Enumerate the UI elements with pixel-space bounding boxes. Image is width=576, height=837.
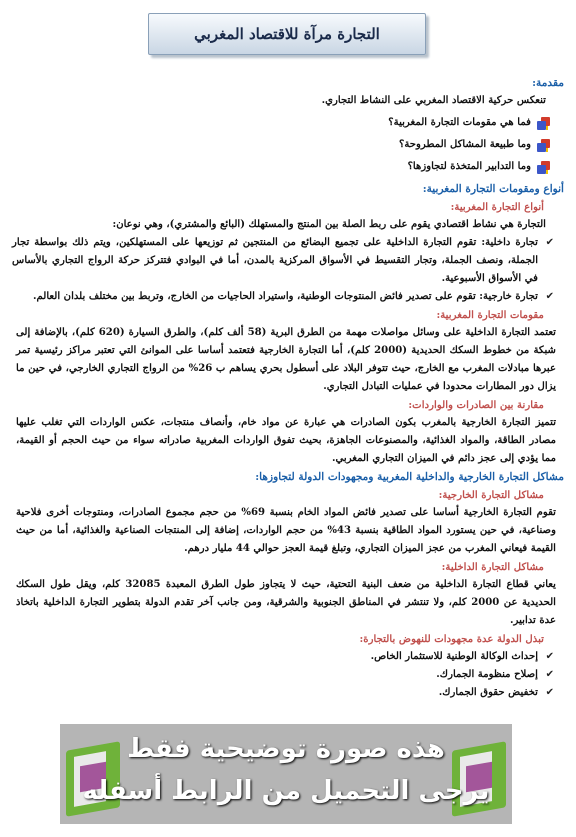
compare-heading: مقارنة بين الصادرات والواردات: [408,399,544,411]
list-item-text: إصلاح منظومة الجمارك. [436,669,538,680]
question-text: وما التدابير المتخذة لتجاوزها؟ [407,161,531,172]
ext-problems-heading: مشاكل التجارة الخارجية: [438,489,544,501]
check-icon: ✔ [545,291,554,302]
compare-text: تتميز التجارة الخارجية بالمغرب بكون الصادرات هي عبارة عن مواد خام، وأنصاف منتجات، عكس الواردات التي تغلب عليها مصادر الطاقة، والمواد الغذائية، والمصنوعات الجاهزة، بحيث تفوق الواردات المغربية صادراته سواء من حيث الحجم أو القيمة، مما يؤدي إلى عجز دائم في الميزان التجاري المغربي. [16,417,556,464]
int-problems-heading: مشاكل التجارة الداخلية: [441,561,544,573]
assets-heading: مقومات التجارة المغربية: [436,309,544,321]
efforts-heading: تبذل الدولة عدة مجهودات للنهوض بالتجارة: [359,633,544,645]
int-problems-text: يعاني قطاع التجارة الداخلية من ضعف البنية التحتية، حيث لا يتجاوز طول الطرق المعبدة 32085 كلم، ويقل طول السكك الحديدية عن 2000 كلم، ولا تنتشر في المناطق الجنوبية والشرقية، ومن جانب آخر تقدم الدولة بتطوير التجارة الداخلية باتخاذ عدة تدابير. [16,579,556,626]
list-item [12,648,564,666]
list-item [12,288,564,306]
list-item-text: تجارة داخلية: تقوم التجارة الداخلية على تجميع البضائع من المنتجين ثم توزيعها على المستهلكين، ويتم ذلك بواسطة تجار الجملة، ونصف الجملة، وتجار التقسيط في الأسواق المركزية بالمدن، أما في البوادي فتتركز حركة الرواج التجاري بالأساس في الأسواق الأسبوعية. [12,237,538,284]
question-item [12,114,564,132]
check-icon: ✔ [545,651,554,662]
question-item [12,158,564,176]
intro-heading: مقدمة: [532,77,564,89]
question-text: فما هي مقومات التجارة المغربية؟ [388,117,531,128]
check-icon: ✔ [545,237,554,248]
question-bullet-icon [537,161,550,174]
list-item [12,684,564,702]
page-title: التجارة مرآة للاقتصاد المغربي [148,13,426,55]
question-item [12,136,564,154]
list-item-text: تجارة خارجية: تقوم على تصدير فائض المنتوجات الوطنية، واستيراد الحاجيات من الخارج، وتربط بين مختلف بلدان العالم. [33,291,538,302]
intro-text: تنعكس حركية الاقتصاد المغربي على النشاط التجاري. [321,95,546,106]
question-bullet-icon [537,117,550,130]
list-item [12,666,564,684]
types-heading: أنواع التجارة المغربية: [450,201,544,213]
question-bullet-icon [537,139,550,152]
list-item [12,234,564,288]
ext-problems-text: تقوم التجارة الخارجية أساسا على تصدير فائض المواد الخام بنسبة 69% من حجم مجموع الصادرات، ومنتوجات أخرى فلاحية وصناعية، في حين يستورد المواد الطاقية بنسبة 43% من حجم الواردات، إضافة إلى المنتجات الصناعية والغذائية، أما من حيث القيمة فيعاني المغرب من عجز الميزان التجاري، وتبلغ قيمة العجز حوالي 44 مليار درهم. [16,507,556,554]
types-text: التجارة هي نشاط اقتصادي يقوم على ربط الصلة بين المنتج والمستهلك (البائع والمشتري)، وهي نوعان: [112,219,546,230]
list-item-text: تخفيض حقوق الجمارك. [438,687,538,698]
check-icon: ✔ [545,687,554,698]
document-body [12,74,564,702]
section2-heading: مشاكل التجارة الخارجية والداخلية المغربية ومجهودات الدولة لتجاوزها: [255,471,564,483]
assets-text: تعتمد التجارة الداخلية على وسائل مواصلات مهمة من الطرق البرية (58 ألف كلم)، والطرق السيارة (620 كلم)، بالإضافة إلى شبكة من خطوط السكك الحديدية (2000 كلم)، أما التجارة الخارجية فتعتمد أساسا على الموانئ التي تعتبر مراكز رئيسية تمر عبرها مبادلات المغرب مع الخارج، حيث تتوفر البلاد على أسطول بحري يساهم ب 26% من الرواج التجاري الخارجي، في حين ما يزال دور المطارات محدودا في عمليات التبادل التجاري. [16,327,556,392]
check-icon: ✔ [545,669,554,680]
list-item-text: إحداث الوكالة الوطنية للاستثمار الخاص. [370,651,538,662]
overlay-line1: هذه صورة توضيحية فقط [127,734,445,764]
question-text: وما طبيعة المشاكل المطروحة؟ [399,139,531,150]
overlay-line2: يرجى التحميل من الرابط أسفله [82,776,490,806]
section1-heading: أنواع ومقومات التجارة المغربية: [422,183,564,195]
preview-watermark-overlay[interactable] [60,724,512,824]
